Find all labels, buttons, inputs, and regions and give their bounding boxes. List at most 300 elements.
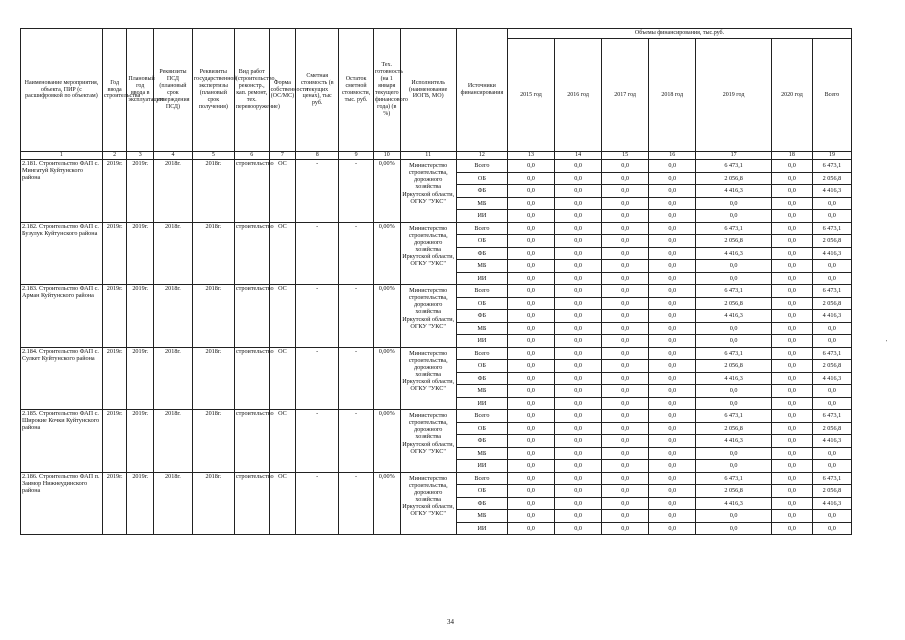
funding-value: 0,0 — [555, 210, 602, 223]
funding-value: 0,0 — [812, 460, 851, 473]
funding-value: 0,0 — [602, 422, 649, 435]
funding-value: 0,0 — [507, 422, 554, 435]
funding-value: 0,0 — [507, 172, 554, 185]
funding-value: 0,0 — [555, 347, 602, 360]
column-number: 7 — [269, 152, 296, 160]
column-number: 4 — [154, 152, 193, 160]
funding-value: 0,0 — [649, 347, 696, 360]
funding-value: 0,0 — [555, 235, 602, 248]
funding-value: 6 473,1 — [696, 160, 772, 173]
funding-value: 0,0 — [771, 347, 812, 360]
project-planned-year: 2019г. — [127, 410, 154, 473]
funding-value: 2 056,8 — [812, 172, 851, 185]
project-ownership: ОС — [269, 222, 296, 285]
funding-source: ИИ — [456, 522, 507, 535]
funding-value: 0,0 — [649, 372, 696, 385]
column-number: 16 — [649, 152, 696, 160]
funding-value: 0,0 — [649, 410, 696, 423]
funding-value: 0,0 — [602, 397, 649, 410]
funding-value: 0,0 — [696, 385, 772, 398]
funding-value: 0,0 — [555, 335, 602, 348]
funding-value: 0,0 — [771, 385, 812, 398]
project-estimate: - — [296, 472, 339, 535]
project-work-type: строительство — [234, 285, 269, 348]
funding-value: 0,0 — [649, 322, 696, 335]
funding-value: 0,0 — [771, 335, 812, 348]
funding-value: 0,0 — [812, 260, 851, 273]
funding-value: 0,0 — [507, 435, 554, 448]
project-readiness: 0,00% — [373, 472, 400, 535]
funding-value: 0,0 — [812, 272, 851, 285]
project-remaining: - — [339, 472, 374, 535]
funding-value: 0,0 — [771, 160, 812, 173]
project-estimate: - — [296, 160, 339, 223]
project-expert: 2018г. — [192, 160, 234, 223]
table-row — [21, 472, 852, 485]
funding-value: 0,0 — [771, 285, 812, 298]
project-psd: 2018г. — [154, 347, 193, 410]
project-readiness: 0,00% — [373, 285, 400, 348]
project-executor: Министерство строительства, дорожного хозяйства Иркутской области, ОГКУ "УКС" — [400, 285, 456, 348]
funding-value: 4 416,3 — [812, 372, 851, 385]
funding-value: 0,0 — [602, 360, 649, 373]
funding-value: 0,0 — [771, 522, 812, 535]
column-number: 15 — [602, 152, 649, 160]
project-psd: 2018г. — [154, 410, 193, 473]
funding-value: 0,0 — [771, 410, 812, 423]
funding-source: ОБ — [456, 485, 507, 498]
project-planned-year: 2019г. — [127, 222, 154, 285]
funding-value: 0,0 — [555, 272, 602, 285]
table-row — [21, 222, 852, 235]
header-year-2018: 2018 год — [649, 39, 696, 152]
project-executor: Министерство строительства, дорожного хозяйства Иркутской области, ОГКУ "УКС" — [400, 160, 456, 223]
funding-value: 6 473,1 — [696, 285, 772, 298]
funding-value: 4 416,3 — [696, 247, 772, 260]
header-total: Всего — [812, 39, 851, 152]
funding-value: 0,0 — [771, 297, 812, 310]
funding-value: 0,0 — [649, 210, 696, 223]
project-year-commission: 2019г. — [102, 222, 127, 285]
funding-value: 0,0 — [507, 460, 554, 473]
funding-value: 0,0 — [507, 510, 554, 523]
funding-value: 0,0 — [507, 260, 554, 273]
funding-value: 4 416,3 — [812, 310, 851, 323]
funding-value: 4 416,3 — [812, 185, 851, 198]
funding-value: 0,0 — [602, 210, 649, 223]
funding-value: 0,0 — [602, 447, 649, 460]
margin-mark: ' — [886, 340, 888, 346]
funding-source: Всего — [456, 285, 507, 298]
funding-source: Всего — [456, 410, 507, 423]
header-year-2017: 2017 год — [602, 39, 649, 152]
funding-source: ОБ — [456, 297, 507, 310]
funding-value: 4 416,3 — [696, 435, 772, 448]
funding-value: 0,0 — [507, 185, 554, 198]
funding-value: 0,0 — [507, 322, 554, 335]
project-ownership: ОС — [269, 472, 296, 535]
funding-value: 0,0 — [649, 160, 696, 173]
funding-source: ОБ — [456, 172, 507, 185]
funding-value: 0,0 — [602, 297, 649, 310]
funding-value: 0,0 — [507, 160, 554, 173]
funding-value: 0,0 — [555, 247, 602, 260]
project-readiness: 0,00% — [373, 222, 400, 285]
funding-value: 0,0 — [507, 360, 554, 373]
header-estimate-cost: Сметная стоимость (в текущих ценах), тыс руб. — [296, 29, 339, 152]
funding-value: 2 056,8 — [812, 485, 851, 498]
funding-value: 0,0 — [649, 297, 696, 310]
funding-value: 0,0 — [507, 297, 554, 310]
funding-value: 2 056,8 — [696, 360, 772, 373]
funding-value: 4 416,3 — [696, 497, 772, 510]
funding-value: 0,0 — [507, 347, 554, 360]
funding-value: 0,0 — [555, 472, 602, 485]
funding-value: 0,0 — [771, 497, 812, 510]
funding-value: 6 473,1 — [696, 222, 772, 235]
funding-source: МБ — [456, 197, 507, 210]
project-ownership: ОС — [269, 160, 296, 223]
funding-value: 2 056,8 — [812, 422, 851, 435]
funding-value: 0,0 — [602, 497, 649, 510]
header-name: Наименование мероприятия, объекта, ПИР (с расшифровкой по объектам) — [21, 29, 103, 152]
header-year-2020: 2020 год — [771, 39, 812, 152]
funding-value: 0,0 — [771, 322, 812, 335]
funding-value: 0,0 — [555, 360, 602, 373]
header-remaining: Остаток сметной стоимости, тыс. руб. — [339, 29, 374, 152]
funding-value: 0,0 — [649, 172, 696, 185]
project-readiness: 0,00% — [373, 347, 400, 410]
funding-value: 0,0 — [555, 322, 602, 335]
funding-value: 0,0 — [771, 235, 812, 248]
funding-value: 0,0 — [555, 160, 602, 173]
funding-source: Всего — [456, 160, 507, 173]
funding-value: 0,0 — [507, 272, 554, 285]
funding-source: Всего — [456, 472, 507, 485]
funding-value: 0,0 — [771, 472, 812, 485]
funding-value: 0,0 — [602, 385, 649, 398]
funding-value: 0,0 — [602, 160, 649, 173]
funding-value: 0,0 — [649, 497, 696, 510]
funding-value: 6 473,1 — [696, 347, 772, 360]
funding-value: 0,0 — [507, 397, 554, 410]
funding-source: ОБ — [456, 235, 507, 248]
column-number-row — [21, 152, 852, 160]
funding-value: 0,0 — [507, 235, 554, 248]
funding-value: 0,0 — [555, 172, 602, 185]
funding-value: 0,0 — [649, 460, 696, 473]
funding-value: 0,0 — [812, 197, 851, 210]
header-funding-group: Объемы финансирования, тыс.руб. — [507, 29, 851, 39]
funding-value: 0,0 — [812, 385, 851, 398]
funding-value: 0,0 — [771, 460, 812, 473]
project-estimate: - — [296, 410, 339, 473]
funding-value: 6 473,1 — [812, 222, 851, 235]
project-ownership: ОС — [269, 347, 296, 410]
funding-value: 0,0 — [649, 447, 696, 460]
funding-value: 0,0 — [771, 310, 812, 323]
funding-value: 0,0 — [602, 185, 649, 198]
funding-value: 0,0 — [555, 497, 602, 510]
header-work-type: Вид работ (строительство, реконстр., кап. ремонт, тех. перевооружение) — [234, 29, 269, 152]
funding-value: 0,0 — [555, 372, 602, 385]
funding-value: 6 473,1 — [812, 285, 851, 298]
funding-value: 0,0 — [555, 185, 602, 198]
funding-value: 2 056,8 — [696, 485, 772, 498]
funding-value: 2 056,8 — [812, 235, 851, 248]
funding-value: 0,0 — [812, 510, 851, 523]
header-state-expert: Реквизиты государственной экспертизы (плановый срок получения) — [192, 29, 234, 152]
table-row — [21, 347, 852, 360]
project-name: 2.183. Строительство ФАП с. Арман Куйтунского района — [21, 285, 103, 348]
project-psd: 2018г. — [154, 222, 193, 285]
project-executor: Министерство строительства, дорожного хозяйства Иркутской области, ОГКУ "УКС" — [400, 347, 456, 410]
column-number: 19 — [812, 152, 851, 160]
funding-value: 0,0 — [812, 322, 851, 335]
funding-source: ИИ — [456, 460, 507, 473]
project-planned-year: 2019г. — [127, 472, 154, 535]
funding-source: ОБ — [456, 422, 507, 435]
funding-value: 0,0 — [555, 285, 602, 298]
project-year-commission: 2019г. — [102, 410, 127, 473]
funding-value: 0,0 — [696, 397, 772, 410]
funding-value: 0,0 — [649, 260, 696, 273]
funding-value: 0,0 — [771, 247, 812, 260]
header-sources: Источники финансирования — [456, 29, 507, 152]
funding-source: ИИ — [456, 272, 507, 285]
funding-value: 0,0 — [771, 272, 812, 285]
funding-value: 0,0 — [507, 222, 554, 235]
funding-value: 0,0 — [602, 260, 649, 273]
document-sheet — [20, 28, 852, 535]
funding-value: 0,0 — [649, 285, 696, 298]
funding-value: 0,0 — [507, 197, 554, 210]
funding-value: 0,0 — [649, 472, 696, 485]
project-expert: 2018г. — [192, 285, 234, 348]
funding-value: 0,0 — [649, 247, 696, 260]
funding-value: 0,0 — [771, 435, 812, 448]
funding-value: 6 473,1 — [696, 472, 772, 485]
funding-value: 0,0 — [602, 472, 649, 485]
project-estimate: - — [296, 285, 339, 348]
funding-value: 0,0 — [507, 522, 554, 535]
header-year-2019: 2019 год — [696, 39, 772, 152]
funding-value: 6 473,1 — [812, 160, 851, 173]
funding-value: 0,0 — [555, 397, 602, 410]
funding-value: 0,0 — [649, 360, 696, 373]
funding-value: 2 056,8 — [696, 235, 772, 248]
funding-value: 2 056,8 — [696, 172, 772, 185]
funding-value: 0,0 — [696, 522, 772, 535]
funding-value: 4 416,3 — [812, 247, 851, 260]
funding-value: 0,0 — [555, 260, 602, 273]
funding-value: 0,0 — [507, 372, 554, 385]
funding-value: 0,0 — [507, 385, 554, 398]
funding-value: 0,0 — [771, 422, 812, 435]
funding-value: 0,0 — [507, 210, 554, 223]
funding-source: ФБ — [456, 497, 507, 510]
funding-value: 0,0 — [602, 322, 649, 335]
funding-value: 0,0 — [696, 460, 772, 473]
funding-value: 0,0 — [812, 522, 851, 535]
project-work-type: строительство — [234, 410, 269, 473]
funding-value: 0,0 — [771, 172, 812, 185]
funding-value: 0,0 — [555, 222, 602, 235]
project-planned-year: 2019г. — [127, 347, 154, 410]
funding-value: 0,0 — [696, 272, 772, 285]
funding-value: 0,0 — [696, 447, 772, 460]
funding-value: 0,0 — [555, 410, 602, 423]
funding-value: 6 473,1 — [812, 347, 851, 360]
funding-value: 0,0 — [602, 435, 649, 448]
header-executor: Исполнитель (наименование ИОГВ, МО) — [400, 29, 456, 152]
project-ownership: ОС — [269, 410, 296, 473]
funding-value: 0,0 — [602, 197, 649, 210]
project-executor: Министерство строительства, дорожного хозяйства Иркутской области, ОГКУ "УКС" — [400, 472, 456, 535]
funding-source: ФБ — [456, 310, 507, 323]
column-number: 17 — [696, 152, 772, 160]
funding-value: 2 056,8 — [696, 297, 772, 310]
header-year-commission: Год ввода строительства — [102, 29, 127, 152]
funding-value: 0,0 — [555, 522, 602, 535]
funding-value: 0,0 — [812, 335, 851, 348]
funding-value: 0,0 — [555, 422, 602, 435]
funding-value: 2 056,8 — [812, 297, 851, 310]
funding-value: 0,0 — [771, 510, 812, 523]
project-expert: 2018г. — [192, 472, 234, 535]
funding-value: 0,0 — [649, 185, 696, 198]
project-expert: 2018г. — [192, 222, 234, 285]
funding-source: ОБ — [456, 360, 507, 373]
column-number: 1 — [21, 152, 103, 160]
column-number: 3 — [127, 152, 154, 160]
funding-source: ФБ — [456, 372, 507, 385]
funding-value: 0,0 — [649, 397, 696, 410]
project-work-type: строительство — [234, 347, 269, 410]
funding-value: 0,0 — [696, 210, 772, 223]
funding-value: 0,0 — [602, 485, 649, 498]
project-psd: 2018г. — [154, 472, 193, 535]
column-number: 9 — [339, 152, 374, 160]
funding-value: 4 416,3 — [812, 435, 851, 448]
funding-value: 0,0 — [812, 210, 851, 223]
funding-value: 0,0 — [771, 372, 812, 385]
table-row — [21, 285, 852, 298]
funding-value: 0,0 — [771, 222, 812, 235]
funding-source: МБ — [456, 260, 507, 273]
funding-value: 0,0 — [602, 347, 649, 360]
project-ownership: ОС — [269, 285, 296, 348]
funding-source: МБ — [456, 385, 507, 398]
funding-value: 0,0 — [555, 460, 602, 473]
funding-value: 0,0 — [507, 310, 554, 323]
funding-value: 0,0 — [602, 222, 649, 235]
funding-value: 0,0 — [555, 447, 602, 460]
funding-value: 0,0 — [771, 185, 812, 198]
table-row — [21, 410, 852, 423]
funding-value: 0,0 — [602, 285, 649, 298]
funding-source: ФБ — [456, 247, 507, 260]
column-number: 10 — [373, 152, 400, 160]
column-number: 8 — [296, 152, 339, 160]
funding-source: ИИ — [456, 210, 507, 223]
funding-value: 0,0 — [649, 335, 696, 348]
project-readiness: 0,00% — [373, 410, 400, 473]
funding-value: 0,0 — [602, 235, 649, 248]
project-readiness: 0,00% — [373, 160, 400, 223]
funding-source: ФБ — [456, 185, 507, 198]
funding-value: 0,0 — [649, 235, 696, 248]
funding-source: МБ — [456, 322, 507, 335]
column-number: 12 — [456, 152, 507, 160]
funding-value: 0,0 — [555, 385, 602, 398]
project-year-commission: 2019г. — [102, 472, 127, 535]
funding-value: 6 473,1 — [812, 410, 851, 423]
funding-value: 0,0 — [507, 485, 554, 498]
funding-value: 0,0 — [649, 435, 696, 448]
funding-value: 0,0 — [649, 272, 696, 285]
funding-value: 2 056,8 — [696, 422, 772, 435]
funding-value: 6 473,1 — [812, 472, 851, 485]
project-name: 2.184. Строительство ФАП с. Сулкет Куйтунского района — [21, 347, 103, 410]
funding-value: 0,0 — [555, 485, 602, 498]
table-row — [21, 160, 852, 173]
header-year-2015: 2015 год — [507, 39, 554, 152]
funding-value: 0,0 — [771, 360, 812, 373]
financing-table — [20, 28, 852, 535]
column-number: 13 — [507, 152, 554, 160]
funding-value: 0,0 — [812, 397, 851, 410]
project-executor: Министерство строительства, дорожного хозяйства Иркутской области, ОГКУ "УКС" — [400, 222, 456, 285]
funding-source: ФБ — [456, 435, 507, 448]
project-name: 2.182. Строительство ФАП с. Бузулук Куйтунского района — [21, 222, 103, 285]
project-planned-year: 2019г. — [127, 160, 154, 223]
funding-value: 0,0 — [602, 410, 649, 423]
column-number: 6 — [234, 152, 269, 160]
funding-value: 0,0 — [696, 510, 772, 523]
project-name: 2.186. Строительство ФАП п. Заимор Нижнеудинского района — [21, 472, 103, 535]
project-expert: 2018г. — [192, 347, 234, 410]
funding-value: 0,0 — [555, 297, 602, 310]
funding-value: 0,0 — [771, 197, 812, 210]
project-remaining: - — [339, 160, 374, 223]
project-year-commission: 2019г. — [102, 347, 127, 410]
funding-value: 0,0 — [602, 310, 649, 323]
project-work-type: строительство — [234, 160, 269, 223]
header-year-2016: 2016 год — [555, 39, 602, 152]
project-remaining: - — [339, 410, 374, 473]
funding-source: Всего — [456, 347, 507, 360]
column-number: 18 — [771, 152, 812, 160]
column-number: 2 — [102, 152, 127, 160]
funding-value: 0,0 — [507, 335, 554, 348]
funding-value: 0,0 — [555, 197, 602, 210]
project-work-type: строительство — [234, 222, 269, 285]
project-remaining: - — [339, 222, 374, 285]
funding-value: 0,0 — [649, 485, 696, 498]
header-psd-details: Реквизиты ПСД (плановый срок утверждения ПСД) — [154, 29, 193, 152]
funding-value: 0,0 — [555, 510, 602, 523]
funding-value: 0,0 — [649, 510, 696, 523]
funding-value: 0,0 — [602, 460, 649, 473]
funding-value: 4 416,3 — [696, 372, 772, 385]
project-estimate: - — [296, 222, 339, 285]
funding-source: Всего — [456, 222, 507, 235]
project-work-type: строительство — [234, 472, 269, 535]
header-ownership: Форма собственности (ОС/МС) — [269, 29, 296, 152]
funding-value: 0,0 — [602, 510, 649, 523]
funding-value: 0,0 — [555, 435, 602, 448]
